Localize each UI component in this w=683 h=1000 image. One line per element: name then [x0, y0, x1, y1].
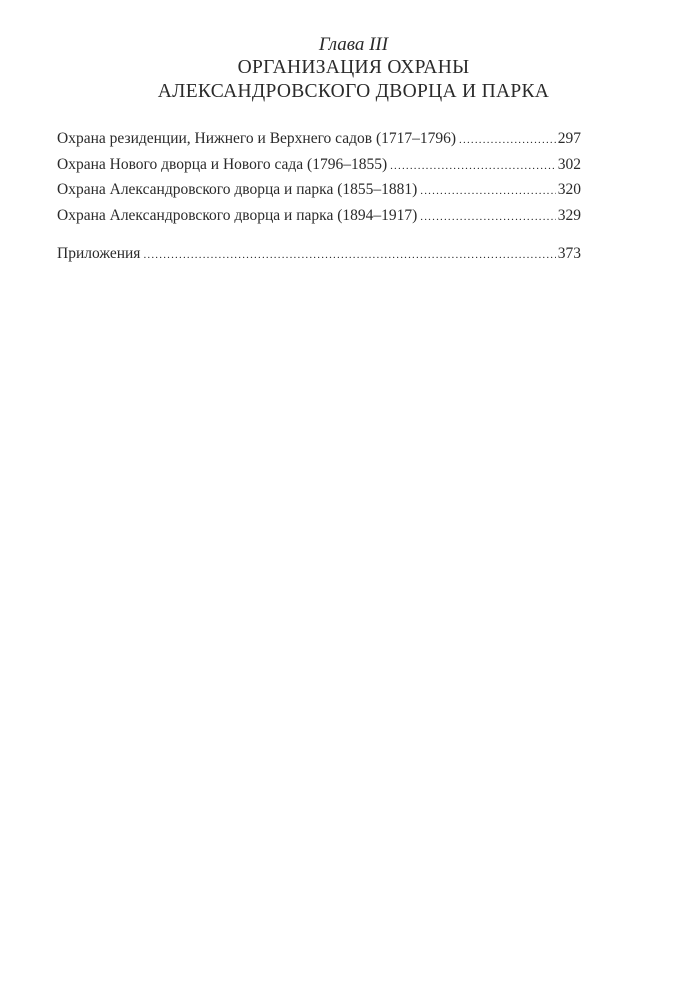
toc-entry: [57, 153, 581, 179]
appendix-entry: [57, 242, 581, 268]
toc-entry-page: 302: [557, 155, 581, 173]
toc-entry-title: Охрана Александровского дворца и парка (1894–1917): [57, 206, 418, 224]
chapter-label: Глава III: [318, 34, 389, 55]
toc-entry-page: 297: [557, 130, 581, 147]
appendix-page: 373: [557, 245, 581, 262]
toc-dot-leader: [143, 242, 555, 268]
appendix-title: Приложения: [57, 245, 141, 262]
chapter-title-line-1: ОРГАНИЗАЦИЯ ОХРАНЫ: [237, 57, 470, 78]
toc-entry-page: 320: [557, 181, 581, 198]
chapter-header: [0, 34, 683, 104]
toc-entry-page: 329: [557, 206, 581, 224]
toc-entry-title: Охрана Александровского дворца и парка (1855–1881): [57, 181, 418, 198]
toc-entry-title: Охрана Нового дворца и Нового сада (1796–1855): [57, 155, 388, 173]
toc-entry: [57, 242, 581, 268]
table-of-contents: [57, 127, 581, 229]
toc-dot-leader: [420, 204, 555, 230]
toc-dot-leader: [459, 127, 556, 153]
toc-entry: [57, 178, 581, 204]
toc-entry-title: Охрана резиденции, Нижнего и Верхнего садов (1717–1796): [57, 130, 457, 147]
toc-entry: [57, 204, 581, 230]
chapter-title-line-2: АЛЕКСАНДРОВСКОГО ДВОРЦА И ПАРКА: [157, 81, 550, 102]
toc-dot-leader: [420, 178, 555, 204]
toc-entry: [57, 127, 581, 153]
toc-dot-leader: [390, 153, 556, 179]
